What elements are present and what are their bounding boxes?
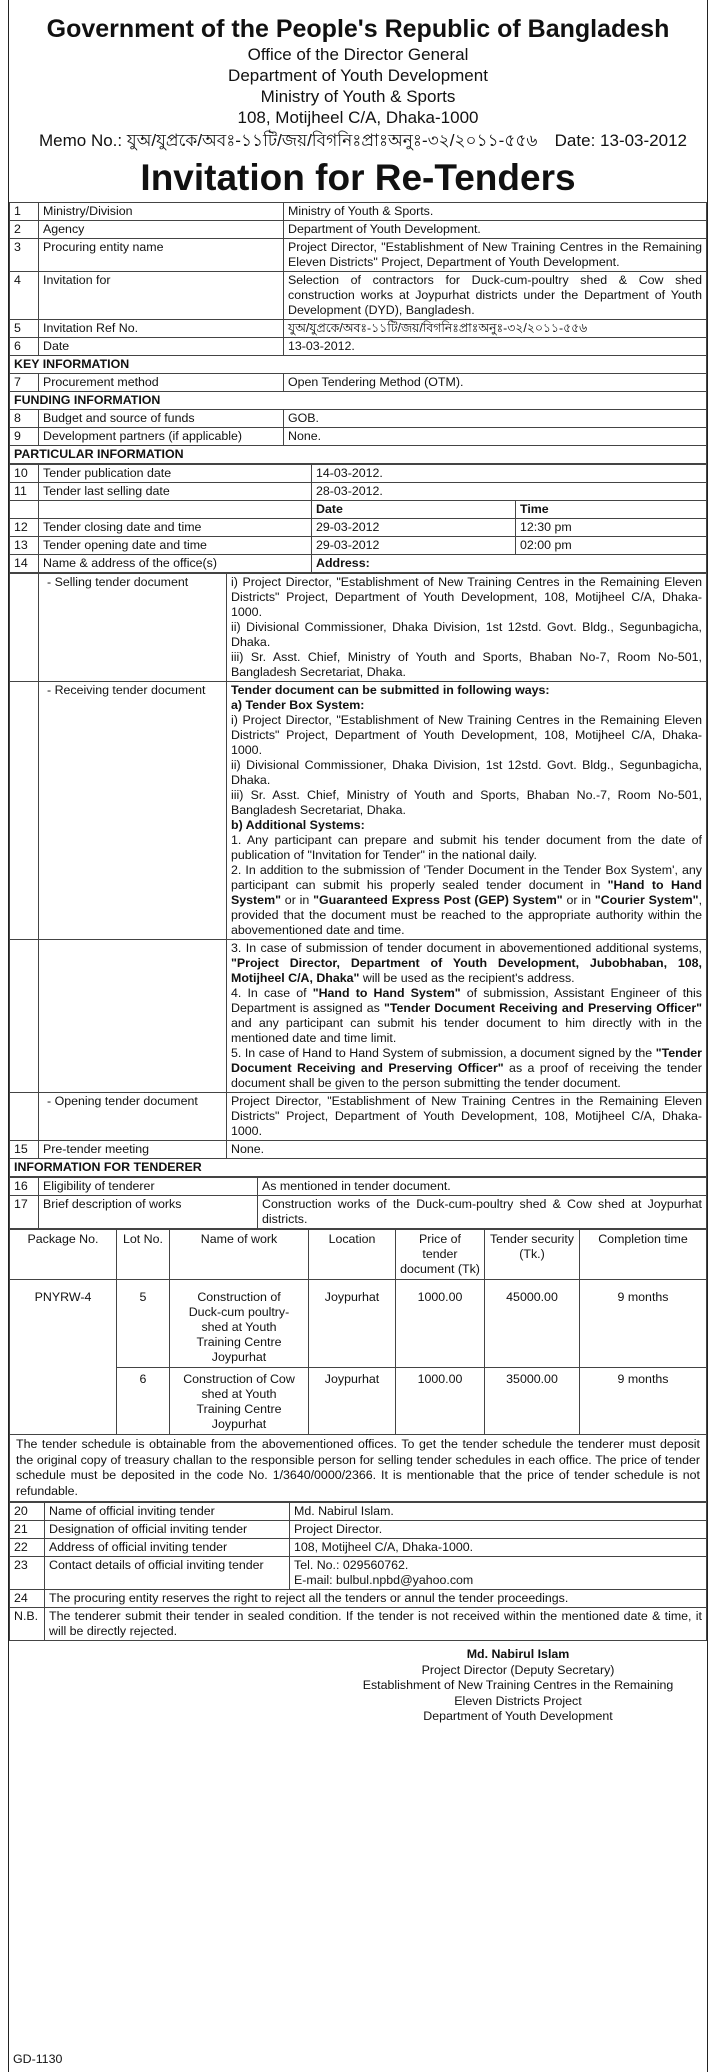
- ministry-line: Ministry of Youth & Sports: [260, 87, 456, 106]
- text-run: "Hand to Hand System": [312, 986, 461, 1000]
- text-run: 5. In case of Hand to Hand System of submission, a document signed by the: [231, 1046, 656, 1060]
- row-number: 5: [10, 320, 39, 338]
- row-value: None.: [227, 1141, 707, 1159]
- table-row: [10, 519, 707, 537]
- address-item: i) Project Director, "Establishment of New Training Centres in the Remaining Eleven Districts" Project, Department of Youth Development, 108, Motijheel C/A, Dhaka-1000.: [231, 713, 702, 757]
- text-run: , provided that the document must be reached to the appropriate authority within the abovementioned date and time.: [231, 893, 703, 937]
- price: 1000.00: [396, 1368, 485, 1435]
- system-item: 1. Any participant can prepare and submit his tender document from the date of publication of "Invitation for Tender" in the national daily.: [231, 833, 702, 862]
- system-item: [231, 941, 702, 986]
- section-key: KEY INFORMATION: [10, 356, 707, 374]
- row-label: Development partners (if applicable): [39, 428, 284, 446]
- selling-addresses: [227, 574, 707, 682]
- column-header: Name of work: [170, 1230, 309, 1280]
- column-header: Price of tender document (Tk): [396, 1230, 485, 1280]
- text-run: will be used as the recipient's address.: [359, 971, 575, 985]
- row-label: Contact details of official inviting tender: [45, 1557, 290, 1590]
- selling-label: - Selling tender document: [39, 574, 227, 682]
- tenderer-table: [9, 1177, 707, 1229]
- row-value: Selection of contractors for Duck-cum-poultry shed & Cow shed construction works at Joypurhat districts under the Department of Youth Development (DYD), Bangladesh.: [284, 272, 707, 320]
- tender-notice: [8, 0, 708, 2072]
- memo-date: [555, 130, 687, 152]
- row-label: Tender last selling date: [39, 483, 312, 501]
- row-number: 2: [10, 221, 39, 239]
- row-value: Department of Youth Development.: [284, 221, 707, 239]
- table-row: [10, 410, 707, 428]
- text-run: "Tender Document Receiving and Preserving Officer": [231, 1046, 702, 1075]
- address-line: 108, Motijheel C/A, Dhaka-1000: [237, 108, 479, 127]
- table-row: [10, 221, 707, 239]
- office-line: Office of the Director General: [247, 45, 469, 64]
- address-item: iii) Sr. Asst. Chief, Ministry of Youth and Sports, Bhaban No.-7, Room No-501, Bangladesh Secretariat, Dhaka.: [231, 788, 702, 817]
- row-label: Designation of official inviting tender: [45, 1521, 290, 1539]
- row-number: 6: [10, 338, 39, 356]
- memo-line: [9, 128, 707, 152]
- office-table: [9, 573, 707, 1177]
- row-number: 1: [10, 203, 39, 221]
- table-row: [10, 501, 707, 519]
- row-label: Pre-tender meeting: [39, 1141, 227, 1159]
- row-label: Name of official inviting tender: [45, 1503, 290, 1521]
- system-item: [231, 863, 702, 938]
- table-row: [10, 1557, 707, 1590]
- footer-code: GD-1130: [13, 2052, 63, 2066]
- row-label: Tender closing date and time: [39, 519, 312, 537]
- row-value: 28-03-2012.: [312, 483, 707, 501]
- section-tenderer: INFORMATION FOR TENDERER: [10, 1159, 707, 1177]
- column-header: Lot No.: [117, 1230, 170, 1280]
- row-number: 23: [10, 1557, 45, 1590]
- row-value: Open Tendering Method (OTM).: [284, 374, 707, 392]
- text-run: as a proof of receiving the tender document shall be given to the person submitting the tender document.: [231, 1061, 702, 1090]
- system-item: [231, 1046, 702, 1091]
- table-row: [10, 428, 707, 446]
- price: 1000.00: [396, 1280, 485, 1368]
- section-particular: PARTICULAR INFORMATION: [10, 446, 707, 464]
- row-number: 21: [10, 1521, 45, 1539]
- empty-cell: [10, 501, 39, 519]
- signatory-department: Department of Youth Development: [423, 1709, 613, 1723]
- signatory-name: Md. Nabirul Islam: [466, 1647, 570, 1661]
- empty-cell: [10, 940, 39, 1093]
- text-run: 2. In addition to the submission of 'Tender Document in the Tender Box System', any participant can submit his properly sealed tender document in: [231, 863, 702, 892]
- row-value: Project Director, "Establishment of New Training Centres in the Remaining Eleven Districts" Project, Department of Youth Development.: [284, 239, 707, 272]
- empty-cell: [39, 501, 312, 519]
- row-time: 02:00 pm: [516, 537, 707, 555]
- row-value: 108, Motijheel C/A, Dhaka-1000.: [290, 1539, 707, 1557]
- official-table: [9, 1502, 707, 1641]
- row-number: 22: [10, 1539, 45, 1557]
- empty-cell: [10, 574, 39, 682]
- table-row: [10, 1141, 707, 1159]
- row-label: Address of official inviting tender: [45, 1539, 290, 1557]
- table-row: [10, 465, 707, 483]
- signatory-project-cont: Eleven Districts Project: [454, 1693, 582, 1708]
- row-label: Procurement method: [39, 374, 284, 392]
- row-date: 29-03-2012: [312, 537, 516, 555]
- memo-number: [39, 130, 537, 152]
- time-header: Time: [516, 501, 707, 519]
- page-title: Invitation for Re-Tenders: [140, 157, 576, 198]
- table-row: [10, 272, 707, 320]
- row-number: 24: [10, 1590, 45, 1608]
- section-heading: [10, 446, 707, 464]
- tender-box-heading: a) Tender Box System:: [231, 698, 365, 712]
- particular-table: [9, 464, 707, 573]
- text-run: or in: [280, 893, 314, 907]
- work-name: Construction of Cow shed at Youth Training Centre Joypurhat: [170, 1368, 309, 1435]
- security: 45000.00: [485, 1280, 580, 1368]
- text-run: or in: [562, 893, 595, 907]
- opening-label: - Opening tender document: [39, 1093, 227, 1141]
- opening-address: Project Director, "Establishment of New Training Centres in the Remaining Eleven Districts" Project, Department of Youth Development, 108, Motijheel C/A, Dhaka-1000.: [227, 1093, 707, 1141]
- row-number: 13: [10, 537, 39, 555]
- row-value: যুঅ/যুপ্রকে/অবঃ-১১টি/জয়/বিগনিঃপ্রাঃঅনুঃ-৩২/২০১১-৫৫৬: [284, 320, 707, 338]
- table-row: [10, 1590, 707, 1608]
- row-number: 3: [10, 239, 39, 272]
- system-item: [231, 986, 702, 1046]
- package-table: [9, 1229, 707, 1435]
- column-header: Location: [309, 1230, 396, 1280]
- security: 35000.00: [485, 1368, 580, 1435]
- text-run: "Guaranteed Express Post (GEP) System": [313, 893, 563, 907]
- text-run: 4. In case of: [231, 986, 313, 1000]
- opening-row: [10, 1093, 707, 1141]
- selling-row: [10, 574, 707, 682]
- completion-time: 9 months: [580, 1368, 707, 1435]
- text-run: "Hand to Hand System": [231, 878, 702, 907]
- row-number: 10: [10, 465, 39, 483]
- lot-no: 6: [117, 1368, 170, 1435]
- package-no: PNYRW-4: [10, 1280, 117, 1435]
- text-run: 3. In case of submission of tender document in abovementioned additional systems,: [231, 941, 702, 955]
- text-run: of submission, Assistant Engineer of this Department is assigned as: [231, 986, 702, 1015]
- row-value: Project Director.: [290, 1521, 707, 1539]
- table-row: [10, 1196, 707, 1229]
- row-time: 12:30 pm: [516, 519, 707, 537]
- schedule-note: The tender schedule is obtainable from the abovementioned offices. To get the tender schedule the tenderer must deposit the original copy of treasury challan to the responsible person for selling tender schedules in each office. The price of tender schedule must be deposited in the code No. 1/3640/0000/2366. It is mentionable that the price of tender schedule is not refundable.: [9, 1435, 707, 1502]
- receiving-continued: [227, 940, 707, 1093]
- column-header: Tender security (Tk.): [485, 1230, 580, 1280]
- receiving-intro: Tender document can be submitted in following ways:: [231, 683, 550, 697]
- row-value: The procuring entity reserves the right to reject all the tenders or annul the tender proceedings.: [45, 1590, 707, 1608]
- row-label: Eligibility of tenderer: [39, 1178, 258, 1196]
- nb-value: The tenderer submit their tender in sealed condition. If the tender is not received within the mentioned date & time, it will be directly rejected.: [45, 1608, 707, 1641]
- text-run: "Tender Document Receiving and Preserving Officer": [383, 1001, 703, 1015]
- row-date: 29-03-2012: [312, 519, 516, 537]
- receiving-row: [10, 682, 707, 940]
- row-label: Invitation for: [39, 272, 284, 320]
- text-run: and any participant can submit his tender document to him directly with in the mentioned date and time limit.: [231, 1016, 702, 1045]
- row-number: 16: [10, 1178, 39, 1196]
- table-row: [10, 555, 707, 573]
- row-value: As mentioned in tender document.: [258, 1178, 707, 1196]
- row-number: 12: [10, 519, 39, 537]
- row-value: None.: [284, 428, 707, 446]
- row-number: 20: [10, 1503, 45, 1521]
- department-line: Department of Youth Development: [228, 66, 488, 85]
- signature-block: [329, 1641, 707, 1725]
- row-number: 9: [10, 428, 39, 446]
- table-row: [10, 483, 707, 501]
- date-label: Date:: [554, 131, 596, 150]
- address-item: i) Project Director, "Establishment of New Training Centres in the Remaining Eleven Districts" Project, Department of Youth Development, 108, Motijheel C/A, Dhaka-1000.: [231, 575, 702, 619]
- table-row: [10, 239, 707, 272]
- row-label: Tender publication date: [39, 465, 312, 483]
- table-row: [10, 338, 707, 356]
- table-row: [10, 537, 707, 555]
- column-header: Package No.: [10, 1230, 117, 1280]
- row-number: 11: [10, 483, 39, 501]
- memo-value: যুঅ/যুপ্রকে/অবঃ-১১টি/জয়/বিগনিঃপ্রাঃঅনুঃ-৩২/২০১১-৫৫৬: [126, 131, 538, 150]
- row-label: Brief description of works: [39, 1196, 258, 1229]
- package-header-row: [10, 1230, 707, 1280]
- completion-time: 9 months: [580, 1280, 707, 1368]
- lot-no: 5: [117, 1280, 170, 1368]
- section-heading: [10, 356, 707, 374]
- section-heading: [10, 392, 707, 410]
- table-row: [10, 1608, 707, 1641]
- section-funding: FUNDING INFORMATION: [10, 392, 707, 410]
- row-number: 17: [10, 1196, 39, 1229]
- location: Joypurhat: [309, 1368, 396, 1435]
- table-row: [10, 1280, 707, 1368]
- receiving-cont-row: [10, 940, 707, 1093]
- row-number: 7: [10, 374, 39, 392]
- table-row: [10, 374, 707, 392]
- row-value: Ministry of Youth & Sports.: [284, 203, 707, 221]
- section-heading: [10, 1159, 707, 1177]
- table-row: [10, 320, 707, 338]
- row-value: [290, 1557, 707, 1590]
- text-run: "Project Director, Department of Youth Development, Jubobhaban, 108, Motijheel C/A, Dhaka": [231, 956, 702, 985]
- row-label: Procuring entity name: [39, 239, 284, 272]
- row-label: Agency: [39, 221, 284, 239]
- row-value: 14-03-2012.: [312, 465, 707, 483]
- row-label: Tender opening date and time: [39, 537, 312, 555]
- row-value: Md. Nabirul Islam.: [290, 1503, 707, 1521]
- table-row: [10, 1503, 707, 1521]
- memo-label: Memo No.:: [39, 131, 123, 150]
- empty-cell: [39, 940, 227, 1093]
- table-row: [10, 203, 707, 221]
- row-value: GOB.: [284, 410, 707, 428]
- empty-cell: [10, 1093, 39, 1141]
- header: [9, 0, 707, 128]
- table-row: [10, 1521, 707, 1539]
- row-number: 8: [10, 410, 39, 428]
- date-value: 13-03-2012: [600, 131, 687, 150]
- row-label: Ministry/Division: [39, 203, 284, 221]
- government-title: Government of the People's Republic of Bangladesh: [46, 15, 670, 43]
- column-header: Completion time: [580, 1230, 707, 1280]
- receiving-label: - Receiving tender document: [39, 682, 227, 940]
- row-label: Invitation Ref No.: [39, 320, 284, 338]
- signatory-project: Establishment of New Training Centres in the Remaining: [362, 1678, 674, 1692]
- signatory-designation: Project Director (Deputy Secretary): [421, 1662, 615, 1677]
- address-item: ii) Divisional Commissioner, Dhaka Division, 1st 12std. Govt. Bldg., Segunbagicha, Dhaka.: [231, 758, 702, 787]
- empty-cell: [10, 682, 39, 940]
- address-item: iii) Sr. Asst. Chief, Ministry of Youth and Sports, Bhaban No-7, Room No-501, Bangladesh Secretariat, Dhaka.: [231, 650, 702, 679]
- info-table: [9, 202, 707, 464]
- date-header: Date: [312, 501, 516, 519]
- row-number: 4: [10, 272, 39, 320]
- row-number: 15: [10, 1141, 39, 1159]
- additional-systems-heading: b) Additional Systems:: [231, 818, 365, 832]
- row-value: Construction works of the Duck-cum-poultry shed & Cow shed at Joypurhat districts.: [258, 1196, 707, 1229]
- row-label: Budget and source of funds: [39, 410, 284, 428]
- row-value: Address:: [312, 555, 707, 573]
- work-name: Construction of Duck-cum poultry-shed at Youth Training Centre Joypurhat: [170, 1280, 309, 1368]
- table-row: [10, 1539, 707, 1557]
- receiving-addresses: [227, 682, 707, 940]
- table-row: [10, 1178, 707, 1196]
- row-number: 14: [10, 555, 39, 573]
- row-value: 13-03-2012.: [284, 338, 707, 356]
- row-label: Date: [39, 338, 284, 356]
- location: Joypurhat: [309, 1280, 396, 1368]
- text-run: "Courier System": [594, 893, 699, 907]
- contact-email: E-mail: bulbul.npbd@yahoo.com: [294, 1573, 474, 1587]
- row-label: Name & address of the office(s): [39, 555, 312, 573]
- nb-label: N.B.: [10, 1608, 45, 1641]
- contact-phone: Tel. No.: 029560762.: [294, 1558, 409, 1572]
- address-item: ii) Divisional Commissioner, Dhaka Division, 1st 12std. Govt. Bldg., Segunbagicha, Dhaka.: [231, 620, 702, 649]
